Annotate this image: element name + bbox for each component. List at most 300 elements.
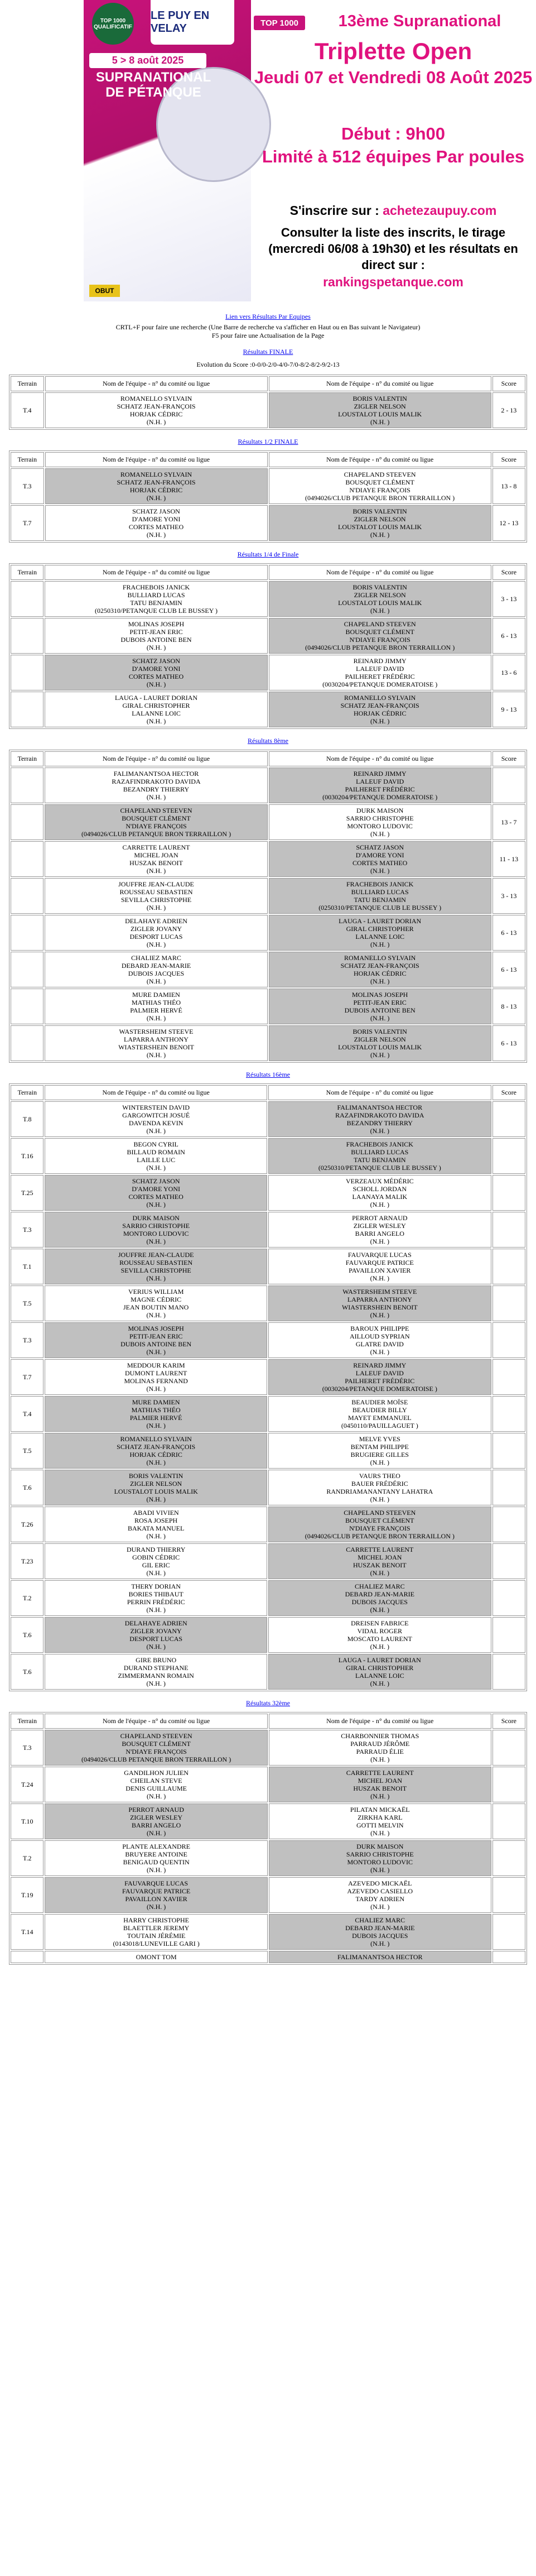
team-a-header: Nom de l'équipe - n° du comité ou ligue xyxy=(45,452,268,467)
team-member: CORTES MATHEO xyxy=(128,673,184,680)
score-cell: 12 - 13 xyxy=(492,505,525,541)
terrain-cell xyxy=(11,618,44,654)
team-member: DURK MAISON xyxy=(132,1214,180,1222)
team-member: DEBARD JEAN-MARIE xyxy=(345,1924,415,1932)
team-member: (N.H. ) xyxy=(370,1311,389,1319)
team-member: CORTES MATHEO xyxy=(352,859,408,867)
team-a-cell xyxy=(45,804,267,840)
team-member: (N.H. ) xyxy=(370,1903,390,1911)
team-member: (N.H. ) xyxy=(370,1014,390,1022)
team-member: MATHIAS THÉO xyxy=(131,1406,181,1414)
team-member: TATU BENJAMIN xyxy=(354,896,406,904)
team-member: SARRIO CHRISTOPHE xyxy=(346,814,414,822)
team-member: ZIRKHA KARL xyxy=(358,1814,403,1821)
team-member: ABADI VIVIEN xyxy=(133,1509,179,1517)
top1000-logo: TOP 1000 xyxy=(254,16,305,30)
team-member: BULLIARD LUCAS xyxy=(351,1148,409,1156)
terrain-cell xyxy=(11,692,44,727)
team-b-cell xyxy=(269,1803,491,1839)
team-member: FALIMANANTSOA HECTOR xyxy=(337,1104,423,1111)
team-member: AZEVEDO MICKAËL xyxy=(348,1879,412,1887)
terrain-cell: T.8 xyxy=(11,1101,44,1137)
team-b-cell xyxy=(268,1617,491,1653)
team-b-cell xyxy=(269,655,491,690)
team-member: VIDAL ROGER xyxy=(357,1627,403,1635)
score-cell xyxy=(492,1138,525,1174)
team-member: VAURS THEO xyxy=(359,1472,400,1480)
team-member: GIRAL CHRISTOPHER xyxy=(122,702,190,709)
score-cell xyxy=(492,1951,525,1963)
terrain-cell xyxy=(11,841,44,877)
team-member: (N.H. ) xyxy=(146,1532,166,1540)
team-member: (N.H. ) xyxy=(370,1680,389,1687)
terrain-cell xyxy=(11,804,44,840)
team-member: ROSA JOSEPH xyxy=(134,1517,178,1524)
section-title-link[interactable]: Résultats 1/2 FINALE xyxy=(238,438,298,445)
team-member: WASTERSHEIM STEEVE xyxy=(342,1288,417,1296)
team-a-cell xyxy=(45,468,268,504)
team-b-cell xyxy=(268,1175,491,1211)
team-member: FRACHEBOIS JANICK xyxy=(346,1140,413,1148)
team-member: LOUSTALOT LOUIS MALIK xyxy=(338,523,422,531)
score-cell: 3 - 13 xyxy=(492,878,525,914)
team-b-cell xyxy=(269,581,491,617)
results-table xyxy=(9,1083,527,1691)
score-cell: 11 - 13 xyxy=(492,841,525,877)
promo-consult: Consulter la liste des inscrits, le tirage (mercredi 06/08 à 19h30) et les résultats en direct sur : xyxy=(268,226,518,272)
results-table xyxy=(9,1712,527,1965)
team-b-cell xyxy=(269,1730,491,1766)
team-member: CORTES MATHEO xyxy=(128,1193,184,1201)
terrain-cell: T.3 xyxy=(11,1730,44,1766)
team-a-header: Nom de l'équipe - n° du comité ou ligue xyxy=(45,565,267,580)
team-member: ZIGLER NELSON xyxy=(354,402,406,410)
team-a-cell xyxy=(45,692,267,727)
score-cell xyxy=(492,1175,525,1211)
team-a-cell xyxy=(45,1470,267,1505)
team-member: (0450110/PAUILLAGUET ) xyxy=(341,1422,418,1429)
team-member: BAKATA MANUEL xyxy=(127,1524,185,1532)
team-member: SCHATZ JASON xyxy=(132,507,180,515)
team-member: (0494026/CLUB PETANQUE BRON TERRAILLON ) xyxy=(81,1755,231,1763)
match-row xyxy=(11,1840,525,1876)
team-member: SCHATZ JEAN-FRANÇOIS xyxy=(340,702,419,709)
team-member: DREISEN FABRICE xyxy=(351,1619,409,1627)
team-member: AZEVEDO CASIELLO xyxy=(347,1887,413,1895)
team-member: DESPORT LUCAS xyxy=(129,1635,183,1643)
poster-title: SUPRANATIONAL DE PÉTANQUE xyxy=(95,70,211,100)
le-puy-logo: LE PUY EN VELAY xyxy=(151,0,234,45)
team-member: LALEUF DAVID xyxy=(356,778,404,785)
results-table xyxy=(9,375,527,430)
team-b-cell xyxy=(269,915,491,951)
team-a-cell xyxy=(45,1212,267,1248)
team-member: BAROUX PHILIPPE xyxy=(350,1325,409,1332)
team-member: HORJAK CÉDRIC xyxy=(129,1451,182,1459)
team-member: ZIMMERMANN ROMAIN xyxy=(118,1672,194,1680)
team-member: (0494026/CLUB PETANQUE BRON TERRAILLON ) xyxy=(305,644,455,651)
team-member: LAANAYA MALIK xyxy=(352,1193,408,1201)
team-member: LALEUF DAVID xyxy=(356,665,404,673)
team-member: SEVILLA CHRISTOPHE xyxy=(120,896,192,904)
terrain-cell: T.10 xyxy=(11,1803,44,1839)
match-row xyxy=(11,655,525,690)
match-row xyxy=(11,1025,525,1061)
team-member: BARRI ANGELO xyxy=(131,1821,181,1829)
score-cell xyxy=(492,1101,525,1137)
terrain-cell: T.5 xyxy=(11,1433,44,1469)
team-member: ROMANELLO SYLVAIN xyxy=(344,694,416,702)
terrain-cell: T.3 xyxy=(11,1322,44,1358)
score-header: Score xyxy=(492,565,525,580)
team-member: (N.H. ) xyxy=(370,531,390,539)
team-member: N'DIAYE FRANÇOIS xyxy=(349,1524,411,1532)
score-header: Score xyxy=(492,751,525,766)
team-member: (N.H. ) xyxy=(146,1274,166,1282)
team-a-header: Nom de l'équipe - n° du comité ou ligue xyxy=(45,1714,267,1729)
match-row xyxy=(11,878,525,914)
team-a-cell xyxy=(45,655,267,690)
team-b-cell xyxy=(269,878,491,914)
team-member: SARRIO CHRISTOPHE xyxy=(122,1222,190,1230)
team-member: BORIS VALENTIN xyxy=(352,583,407,591)
team-member: FAUVARQUE PATRICE xyxy=(122,1887,191,1895)
team-a-cell xyxy=(45,1840,267,1876)
team-member: (N.H. ) xyxy=(146,1459,166,1466)
team-member: PERRIN FRÉDÉRIC xyxy=(127,1598,185,1606)
rankings-link[interactable]: rankingspetanque.com xyxy=(323,275,463,289)
team-a-cell xyxy=(45,1803,267,1839)
team-member: (N.H. ) xyxy=(370,1201,389,1208)
team-member: ROUSSEAU SEBASTIEN xyxy=(119,888,193,896)
team-b-cell xyxy=(269,989,491,1024)
team-member: MOLINAS JOSEPH xyxy=(351,991,408,999)
team-a-cell xyxy=(45,952,267,987)
team-a-cell xyxy=(45,392,268,428)
section-title-link[interactable]: Résultats 8ème xyxy=(248,737,288,745)
team-member: GIL ERIC xyxy=(142,1561,170,1569)
promo-supranational: 13ème Supranational xyxy=(338,12,501,30)
team-member: MONTORO LUDOVIC xyxy=(123,1230,189,1237)
team-member: GIRAL CHRISTOPHER xyxy=(346,1664,414,1672)
team-member: DURAND THIERRY xyxy=(126,1546,186,1553)
team-member: D'AMORE YONI xyxy=(132,665,181,673)
team-member: FAUVARQUE LUCAS xyxy=(347,1251,412,1259)
team-member: ROUSSEAU SEBASTIEN xyxy=(119,1259,193,1267)
team-a-cell xyxy=(45,767,267,803)
header-row xyxy=(11,751,525,766)
team-b-cell xyxy=(269,1914,491,1950)
event-poster xyxy=(84,0,251,301)
score-cell: 8 - 13 xyxy=(492,989,525,1024)
team-member: (N.H. ) xyxy=(370,1569,389,1577)
team-member: ZIGLER NELSON xyxy=(130,1480,182,1488)
team-member: BOUSQUET CLÉMENT xyxy=(345,1517,414,1524)
match-row xyxy=(11,1175,525,1211)
team-member: SCHATZ JEAN-FRANÇOIS xyxy=(117,1443,196,1451)
team-member: (N.H. ) xyxy=(370,1755,390,1763)
terrain-cell: T.3 xyxy=(11,468,44,504)
team-member: N'DIAYE FRANÇOIS xyxy=(349,636,411,644)
team-member: N'DIAYE FRANÇOIS xyxy=(125,822,187,830)
team-b-cell xyxy=(269,767,491,803)
terrain-header: Terrain xyxy=(11,1085,44,1100)
terrain-cell: T.2 xyxy=(11,1580,44,1616)
team-a-cell xyxy=(45,1730,267,1766)
team-b-cell xyxy=(269,952,491,987)
team-a-cell xyxy=(45,1507,267,1542)
section-title-link[interactable]: Résultats 16ème xyxy=(246,1071,290,1078)
team-member: ZIGLER NELSON xyxy=(354,515,406,523)
team-member: DUBOIS JACQUES xyxy=(351,1598,408,1606)
team-member: (N.H. ) xyxy=(370,607,390,615)
team-member: BULLIARD LUCAS xyxy=(351,888,409,896)
header-row xyxy=(11,565,525,580)
terrain-cell: T.16 xyxy=(11,1138,44,1174)
team-member: TARDY ADRIEN xyxy=(355,1895,405,1903)
team-member: GIRE BRUNO xyxy=(136,1656,177,1664)
team-b-cell xyxy=(268,1359,491,1395)
obut-logo: OBUT xyxy=(89,285,120,297)
team-member: MOLINAS JOSEPH xyxy=(128,620,185,628)
match-row xyxy=(11,989,525,1024)
team-member: TOUTAIN JÉRÉMIE xyxy=(127,1932,186,1940)
team-member: CHALIEZ MARC xyxy=(131,954,181,962)
team-member: MONTORO LUDOVIC xyxy=(347,822,413,830)
team-member: ROMANELLO SYLVAIN xyxy=(344,954,416,962)
terrain-cell: T.19 xyxy=(11,1877,44,1913)
team-b-cell xyxy=(269,841,491,877)
results-content xyxy=(0,301,536,1965)
team-member: (N.H. ) xyxy=(146,1164,166,1172)
terrain-header: Terrain xyxy=(11,751,44,766)
team-member: SCHATZ JEAN-FRANÇOIS xyxy=(117,478,196,486)
score-cell xyxy=(492,1470,525,1505)
score-cell xyxy=(492,1285,525,1321)
help-search: CRTL+F pour faire une recherche (Une Barre de recherche va s'afficher en Haut ou en Bas suivant le Navigateur) xyxy=(115,323,421,331)
match-row xyxy=(11,1433,525,1469)
team-member: PERROT ARNAUD xyxy=(352,1214,408,1222)
team-member: (N.H. ) xyxy=(370,1495,389,1503)
team-a-cell xyxy=(45,1433,267,1469)
promo-dates: Jeudi 07 et Vendredi 08 Août 2025 xyxy=(254,68,533,87)
team-results-link[interactable]: Lien vers Résultats Par Equipes xyxy=(225,313,311,320)
score-cell: 9 - 13 xyxy=(492,692,525,727)
team-b-cell xyxy=(268,1543,491,1579)
team-member: BOUSQUET CLÉMENT xyxy=(345,478,414,486)
team-member: (N.H. ) xyxy=(370,1051,390,1059)
team-b-cell xyxy=(268,1322,491,1358)
team-member: CHAPELAND STEEVEN xyxy=(344,471,416,478)
team-member: DUBOIS JACQUES xyxy=(352,1932,408,1940)
match-row xyxy=(11,1285,525,1321)
team-member: (N.H. ) xyxy=(146,1237,166,1245)
promo-triplette: Triplette Open xyxy=(314,38,472,64)
team-member: PETIT-JEAN ERIC xyxy=(129,628,183,636)
team-member: JOUFFRE JEAN-CLAUDE xyxy=(118,880,194,888)
team-member: (0494026/CLUB PETANQUE BRON TERRAILLON ) xyxy=(305,494,455,502)
team-member: LAUGA - LAURET DORIAN xyxy=(338,1656,421,1664)
team-b-cell xyxy=(269,392,491,428)
terrain-cell: T.24 xyxy=(11,1767,44,1802)
team-a-cell xyxy=(45,1396,267,1432)
team-member: (N.H. ) xyxy=(370,1866,390,1874)
score-cell xyxy=(492,767,525,803)
team-member: (N.H. ) xyxy=(370,1274,389,1282)
header-row xyxy=(11,376,525,391)
team-member: ROMANELLO SYLVAIN xyxy=(120,471,192,478)
score-cell xyxy=(492,1877,525,1913)
results-table xyxy=(9,750,527,1063)
section-title-link[interactable]: Résultats 1/4 de Finale xyxy=(237,550,299,558)
match-row xyxy=(11,1803,525,1839)
team-member: FRACHEBOIS JANICK xyxy=(122,583,190,591)
team-member: DEBARD JEAN-MARIE xyxy=(345,1590,414,1598)
team-member: (0250310/PETANQUE CLUB LE BUSSEY ) xyxy=(95,607,218,615)
team-a-header: Nom de l'équipe - n° du comité ou ligue xyxy=(45,751,267,766)
section-title-link[interactable]: Résultats 32ème xyxy=(246,1699,290,1707)
match-row xyxy=(11,1914,525,1950)
score-cell xyxy=(492,1730,525,1766)
score-cell xyxy=(492,1212,525,1248)
team-member: DELAHAYE ADRIEN xyxy=(124,1619,187,1627)
team-a-cell xyxy=(45,1249,267,1284)
team-b-cell xyxy=(269,618,491,654)
score-cell: 13 - 6 xyxy=(492,655,525,690)
team-member: MICHEL JOAN xyxy=(134,851,178,859)
team-member: MAGNE CÉDRIC xyxy=(131,1296,182,1303)
score-cell xyxy=(492,1507,525,1542)
match-row xyxy=(11,1470,525,1505)
section-title xyxy=(0,348,536,356)
team-member: GIRAL CHRISTOPHER xyxy=(346,925,414,933)
team-member: LAUGA - LAURET DORIAN xyxy=(114,694,198,702)
terrain-cell: T.25 xyxy=(11,1175,44,1211)
team-member: DURK MAISON xyxy=(356,807,404,814)
qualifier-badge: TOP 1000 QUALIFICATIF xyxy=(92,3,134,45)
team-member: FALIMANANTSOA HECTOR xyxy=(113,770,199,778)
team-member: REINARD JIMMY xyxy=(353,770,407,778)
team-member: (0030204/PETANQUE DOMERATOISE ) xyxy=(322,1385,437,1393)
terrain-cell: T.5 xyxy=(11,1285,44,1321)
team-a-cell xyxy=(45,1767,267,1802)
score-cell xyxy=(492,1396,525,1432)
score-cell xyxy=(492,1322,525,1358)
team-member: (N.H. ) xyxy=(146,1829,166,1837)
team-member: (N.H. ) xyxy=(370,1348,389,1356)
team-member: (N.H. ) xyxy=(146,717,166,725)
team-member: BORIS VALENTIN xyxy=(352,1028,407,1035)
team-member: PLANTE ALEXANDRE xyxy=(122,1843,190,1850)
team-member: BOUSQUET CLÉMENT xyxy=(122,1740,191,1748)
score-header: Score xyxy=(492,452,525,467)
match-row xyxy=(11,1249,525,1284)
team-member: SCHATZ JASON xyxy=(356,843,404,851)
team-a-cell xyxy=(45,1025,267,1061)
team-member: BAUER FRÉDÉRIC xyxy=(351,1480,408,1488)
match-row xyxy=(11,1359,525,1395)
score-cell: 3 - 13 xyxy=(492,581,525,617)
team-member: HUSZAK BENOIT xyxy=(352,1561,407,1569)
team-member: MICHEL JOAN xyxy=(358,1777,402,1785)
terrain-cell xyxy=(11,1951,44,1963)
team-member: FRACHEBOIS JANICK xyxy=(346,880,414,888)
team-member: VERIUS WILLIAM xyxy=(128,1288,184,1296)
team-member: CHALIEZ MARC xyxy=(355,1916,405,1924)
terrain-header: Terrain xyxy=(11,452,44,467)
register-link[interactable]: achetezaupuy.com xyxy=(383,203,497,218)
team-member: VERZEAUX MÉDÉRIC xyxy=(345,1177,414,1185)
team-member: LOUSTALOT LOUIS MALIK xyxy=(338,1043,422,1051)
team-member: SCHATZ JASON xyxy=(132,1177,180,1185)
team-member: D'AMORE YONI xyxy=(355,851,404,859)
team-b-cell xyxy=(268,1654,491,1690)
team-b-cell xyxy=(269,1767,491,1802)
score-header: Score xyxy=(492,1085,525,1100)
team-member: HORJAK CÉDRIC xyxy=(353,709,407,717)
results-table xyxy=(9,450,527,543)
team-a-cell xyxy=(45,1580,267,1616)
team-member: DENIS GUILLAUME xyxy=(125,1785,187,1792)
team-member: CHAPELAND STEEVEN xyxy=(120,1732,192,1740)
team-member: ZIGLER WESLEY xyxy=(130,1814,183,1821)
team-member: D'AMORE YONI xyxy=(132,1185,181,1193)
promo-start: Début : 9h00 xyxy=(341,124,446,143)
team-member: BARRI ANGELO xyxy=(355,1230,404,1237)
team-member: BORIES THIBAUT xyxy=(128,1590,184,1598)
team-member: (N.H. ) xyxy=(370,977,390,985)
team-member: AILLOUD SYPRIAN xyxy=(349,1332,410,1340)
promo-register xyxy=(254,203,533,218)
team-member: LAPARRA ANTHONY xyxy=(347,1296,412,1303)
team-member: TATU BENJAMIN xyxy=(130,599,182,607)
match-row xyxy=(11,1396,525,1432)
team-member: (N.H. ) xyxy=(146,1680,166,1687)
team-member: BOUSQUET CLÉMENT xyxy=(345,628,414,636)
team-member: PAILHERET FRÉDÉRIC xyxy=(345,673,415,680)
team-b-cell xyxy=(269,468,491,504)
terrain-cell: T.7 xyxy=(11,505,44,541)
team-member: HUSZAK BENOIT xyxy=(129,859,183,867)
terrain-cell: T.4 xyxy=(11,392,44,428)
team-member: PERROT ARNAUD xyxy=(128,1806,184,1814)
team-member: (N.H. ) xyxy=(370,418,390,426)
team-member: (N.H. ) xyxy=(146,1201,166,1208)
section-title-link[interactable]: Résultats FINALE xyxy=(243,348,293,356)
team-a-cell xyxy=(45,1543,267,1579)
team-member: CHARBONNIER THOMAS xyxy=(341,1732,419,1740)
team-member: DUBOIS ANTOINE BEN xyxy=(120,636,192,644)
match-row xyxy=(11,1212,525,1248)
score-cell xyxy=(492,1359,525,1395)
team-b-cell xyxy=(268,1433,491,1469)
team-member: N'DIAYE FRANÇOIS xyxy=(349,486,411,494)
team-member: (N.H. ) xyxy=(146,1792,166,1800)
team-member: LALANNE LOIC xyxy=(355,933,404,941)
section-title xyxy=(0,1699,536,1707)
match-row xyxy=(11,581,525,617)
team-member: (N.H. ) xyxy=(146,1866,166,1874)
team-b-cell xyxy=(269,1877,491,1913)
team-member: MURE DAMIEN xyxy=(132,1398,180,1406)
team-member: PALMIER HERVÉ xyxy=(129,1414,182,1422)
team-member: GARGOWITCH JOSUÉ xyxy=(122,1111,190,1119)
team-member: (N.H. ) xyxy=(370,1127,389,1135)
team-member: FALIMANANTSOA HECTOR xyxy=(337,1953,423,1961)
score-cell: 13 - 7 xyxy=(492,804,525,840)
team-member: RAZAFINDRAKOTO DAVIDA xyxy=(335,1111,424,1119)
team-member: ZIGLER JOVANY xyxy=(130,1627,182,1635)
